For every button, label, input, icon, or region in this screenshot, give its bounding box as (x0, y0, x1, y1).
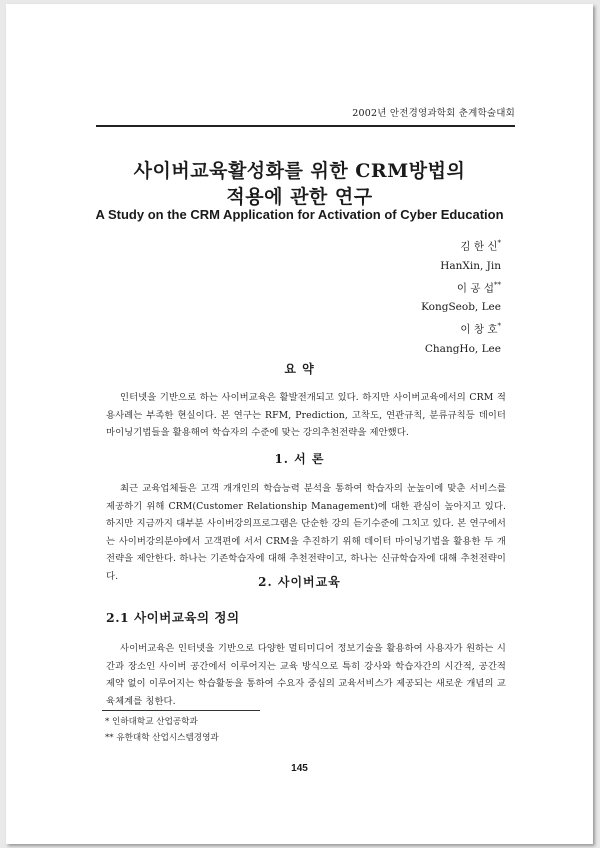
section-1-heading: 1. 서 론 (274, 452, 325, 466)
author-name-en: KongSeob, Lee (421, 301, 501, 313)
footnote: ** 유한대학 산업시스템경영과 (105, 733, 219, 743)
abstract-text: 인터넷을 기반으로 하는 사이버교육은 활발전개되고 있다. 하지만 사이버교육에서의 CRM 적용사례는 부족한 현실이다. 본 연구는 RFM, Prediction, 고착도, 연관규칙, 분류규칙등 데이터마이닝기법들을 활용해여 학습자의 수준에 맞는 강의추천전략을 제안했다. (106, 392, 506, 438)
header-rule (96, 125, 515, 127)
author-name-en: ChangHo, Lee (424, 342, 501, 355)
section-2-1-text: 사이버교육은 인터넷을 기반으로 다양한 멀티미디어 정보기술을 활용하여 사용자가 원하는 시간과 장소인 사이버 공간에서 이루어지는 교육 방식으로 특히 강사와 학습자간의 시간적, 공간적 제약 없이 이루어지는 학습활동을 통하여 수요자 중심의 교육서비스가 제공되는 새로운 개념의 교육체계를 칭한다. (106, 643, 506, 707)
korean-title-line-1: 사이버교육활성화를 위한 CRM방법의 (133, 160, 466, 182)
page-number: 145 (291, 763, 308, 774)
affiliation-mark: * (497, 239, 501, 247)
english-title: A Study on the CRM Application for Activation of Cyber Education (95, 207, 504, 222)
paper-page (6, 4, 593, 844)
author-name-ko: 이 공 섭** (456, 280, 501, 294)
korean-title-line-2: 적용에 관한 연구 (226, 186, 373, 208)
subsection-2-1-heading: 2.1 사이버교육의 정의 (106, 610, 240, 625)
author-name-ko: 이 창 호* (460, 322, 501, 336)
running-header: 2002년 안전경영과학회 춘계학술대회 (352, 108, 515, 119)
author-name-en: HanXin, Jin (440, 259, 501, 272)
affiliation-mark: ** (494, 280, 501, 289)
section-2-heading: 2. 사이버교육 (258, 575, 341, 589)
section-1-text: 최근 교육업체들은 고객 개개인의 학습능력 분석을 통하여 학습자의 눈높이에 맞춘 서비스를 제공하기 위해 CRM(Customer Relationship Management)에 대한 관심이 높아지고 있다. 하지만 지금까지 대부분 사이버강의프로그램은 단순한 강의 듣기수준에 그치고 있다. 본 연구에서는 사이버강의분야에서 고객편에 서서 CRM을 추진하기 위해 데이터 마이닝기법을 활용한 두 개 전략을 제안한다. 하나는 기존학습자에 대해 추천전략이고, 하나는 신규학습자에 대해 추천전략이다. (106, 483, 506, 582)
author-name-ko: 김 한 신* (460, 239, 501, 253)
abstract-heading: 요 약 (284, 362, 315, 376)
author-block (421, 234, 501, 359)
affiliation-mark: * (497, 322, 501, 330)
footnote-rule (102, 710, 260, 711)
footnote: * 인하대학교 산업공학과 (105, 717, 198, 727)
